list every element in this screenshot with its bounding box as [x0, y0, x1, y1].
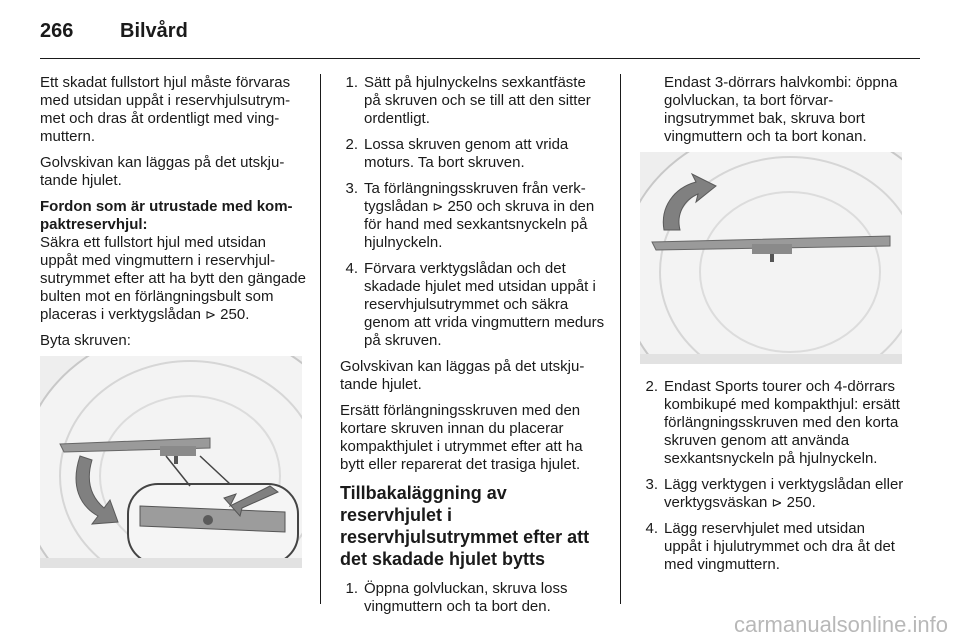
figure-wheel-bolt [40, 356, 302, 568]
list-item: 3. Ta förlängningsskruven från verktygslådan ⊳ 250 och skruva in den för hand med sexkantsnyckeln på hjulnyckeln. [345, 180, 595, 251]
list-item: 1. Öppna golvluckan, skruva loss vingmuttern och ta bort den. [345, 580, 568, 615]
page-reference: 250. [220, 306, 250, 323]
watermark: carmanualsonline.info [733, 612, 948, 637]
paragraph: Golvskivan kan läggas på det utskjutande hjulet. [40, 154, 285, 189]
paragraph: Ersätt förlängningsskruven med den kortare skruven innan du placerar kompakthjulet i utrymmet efter att ha bytt eller reparerat det trasiga hjulet. [340, 402, 583, 473]
page-header [40, 16, 920, 56]
arrow-ref-icon: ⊳ [432, 199, 444, 214]
column-2 [340, 74, 606, 624]
list-item: 1. Sätt på hjulnyckelns sexkantfäste på skruven och se till att den sitter ordentligt. [345, 74, 591, 127]
arrow-ref-icon: ⊳ [771, 495, 783, 510]
figure-floor-panel [640, 152, 902, 364]
column-divider-2 [620, 74, 621, 604]
step-list [340, 74, 606, 350]
list-item: 4. Lägg reservhjulet med utsidan uppåt i hjulutrymmet och dra åt det med vingmuttern. [645, 520, 895, 573]
paragraph: Byta skruven: [40, 332, 131, 349]
step-list [640, 378, 904, 574]
paragraph: Säkra ett fullstort hjul med utsidan uppåt med vingmuttern i reservhjulsutrymmet efter att ha bytt den gängade bulten mot en förlängningsbult som placeras i verktygslådan ⊳ 250. [40, 234, 306, 323]
wheel-well-illustration [40, 356, 302, 568]
column-1 [40, 74, 306, 568]
list-item: 2. Lossa skruven genom att vrida moturs. Ta bort skruven. [345, 136, 569, 171]
paragraph: Golvskivan kan läggas på det utskjutande hjulet. [340, 358, 585, 393]
chapter-title: Bilvård [120, 20, 188, 42]
step-list [340, 580, 606, 616]
page-reference: 250 [447, 198, 473, 215]
page-number: 266 [40, 20, 74, 42]
list-item: 2. Endast Sports tourer och 4-dörrars kombikupé med kompakthjul: ersätt förlängningsskruven med den korta skruven genom att använda sexkantsnyckeln på hjulnyckeln. [645, 378, 900, 467]
subheading: Fordon som är utrustade med kompaktreservhjul: [40, 198, 293, 233]
paragraph: Endast 3-dörrars halvkombi: öppna golvluckan, ta bort förvaringsutrymmet bak, skruva bort vingmuttern och ta bort konan. [664, 74, 898, 145]
page-reference: 250. [786, 494, 816, 511]
list-item: 4. Förvara verktygslådan och det skadade hjulet med utsidan uppåt i reservhjulsutrymmet och säkra genom att vrida vingmuttern medurs på skruven. [345, 260, 605, 349]
header-divider [40, 58, 920, 59]
column-divider-1 [320, 74, 321, 604]
floor-panel-illustration [640, 152, 902, 364]
column-3 [640, 74, 904, 582]
arrow-ref-icon: ⊳ [205, 307, 216, 322]
paragraph: Ett skadat fullstort hjul måste förvaras med utsidan uppåt i reservhjulsutrymmet och dras åt ordentligt med vingmuttern. [40, 74, 291, 145]
list-item: 3. Lägg verktygen i verktygslådan eller verktygsväskan ⊳ 250. [645, 476, 904, 511]
section-heading: Tillbakaläggning av reservhjulet i reservhjulsutrymmet efter att det skadade hjulet bytts [340, 483, 590, 569]
